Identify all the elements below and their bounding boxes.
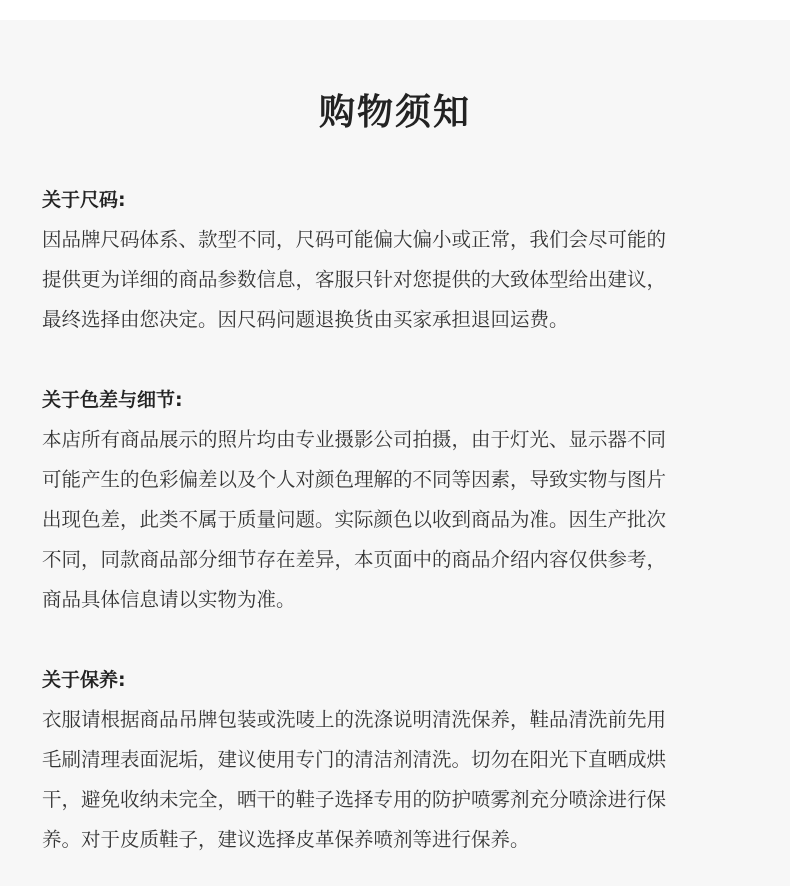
paragraph-line: 干，避免收纳未完全，晒干的鞋子选择专用的防护喷雾剂充分喷涂进行保 bbox=[42, 788, 667, 811]
section-size bbox=[42, 180, 772, 340]
paragraph-line: 可能产生的色彩偏差以及个人对颜色理解的不同等因素，导致实物与图片 bbox=[42, 468, 667, 491]
paragraph-line: 本店所有商品展示的照片均由专业摄影公司拍摄，由于灯光、显示器不同 bbox=[42, 428, 667, 451]
paragraph-line: 衣服请根据商品吊牌包装或洗唛上的洗涤说明清洗保养，鞋品清洗前先用 bbox=[42, 708, 667, 731]
section-heading: 关于保养: bbox=[42, 669, 126, 691]
paragraph-line: 毛刷清理表面泥垢，建议使用专门的清洁剂清洗。切勿在阳光下直晒成烘 bbox=[42, 748, 667, 771]
section-care bbox=[42, 660, 772, 860]
paragraph-line: 最终选择由您决定。因尺码问题退换货由买家承担退回运费。 bbox=[42, 308, 569, 331]
paragraph-line: 不同，同款商品部分细节存在差异，本页面中的商品介绍内容仅供参考， bbox=[42, 548, 667, 571]
paragraph-line: 养。对于皮质鞋子，建议选择皮革保养喷剂等进行保养。 bbox=[42, 828, 530, 851]
paragraph-line: 因品牌尺码体系、款型不同，尺码可能偏大偏小或正常，我们会尽可能的 bbox=[42, 228, 667, 251]
paragraph-line: 提供更为详细的商品参数信息，客服只针对您提供的大致体型给出建议， bbox=[42, 268, 667, 291]
section-heading: 关于尺码: bbox=[42, 189, 126, 211]
page-title: 购物须知 bbox=[318, 92, 471, 133]
section-heading: 关于色差与细节: bbox=[42, 389, 183, 411]
paragraph-line: 商品具体信息请以实物为准。 bbox=[42, 588, 296, 611]
paragraph-line: 出现色差，此类不属于质量问题。实际颜色以收到商品为准。因生产批次 bbox=[42, 508, 667, 531]
top-strip bbox=[0, 0, 790, 20]
section-color-detail bbox=[42, 380, 772, 620]
